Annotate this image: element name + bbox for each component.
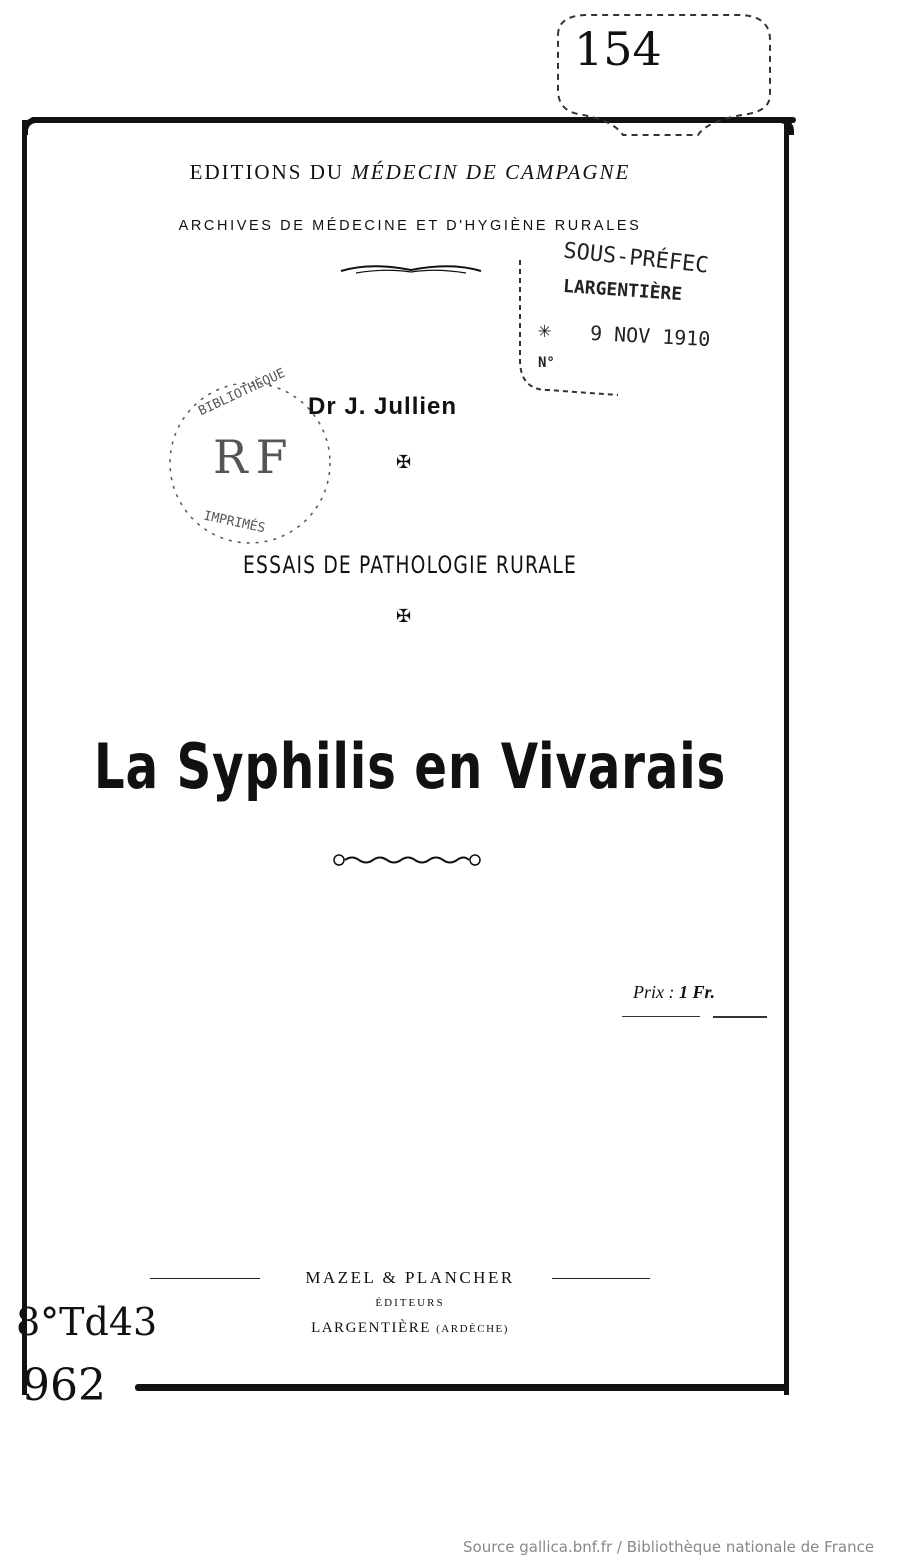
stamp-star-icon: ✳ <box>538 318 552 343</box>
stamp-line-2: LARGENTIÈRE <box>562 275 683 306</box>
imprint-region: (ARDÈCHE) <box>436 1323 509 1335</box>
series-title: ESSAIS DE PATHOLOGIE RURALE <box>243 551 577 579</box>
price-rule <box>622 1016 700 1017</box>
shelf-number: 154 <box>574 22 662 76</box>
shelfmark-line-1: 8°Td43 <box>16 1300 158 1344</box>
archives-line: ARCHIVES DE MÉDECINE ET D'HYGIÈNE RURALES <box>178 218 642 234</box>
price-value: 1 Fr. <box>678 982 716 1002</box>
source-credit: Source gallica.bnf.fr / Bibliothèque nationale de France <box>463 1538 875 1556</box>
frame-right-rule <box>784 120 789 1395</box>
sous-prefecture-stamp <box>508 240 748 405</box>
stamp-bottom-text: IMPRIMÉS <box>202 508 267 537</box>
stamp-initials: RF <box>213 430 296 484</box>
main-title: La Syphilis en Vivarais <box>93 730 727 803</box>
price <box>633 982 715 1003</box>
fleuron-icon: ✠ <box>396 606 412 626</box>
publisher-prefix: EDITIONS DU <box>189 160 345 184</box>
stamp-line-1: SOUS-PRÉFEC <box>562 238 710 279</box>
publisher-name: MÉDECIN DE CAMPAGNE <box>351 160 631 184</box>
author-name: J. Jullien <box>344 393 458 420</box>
ornament-wavy <box>332 852 482 868</box>
imprint-city: LARGENTIÈRE <box>311 1320 431 1336</box>
author <box>308 393 457 421</box>
price-label: Prix : <box>633 982 675 1002</box>
publisher-line <box>0 160 820 185</box>
imprint-role: ÉDITEURS <box>375 1297 445 1309</box>
stamp-number-label: N° <box>538 355 555 371</box>
fleuron-icon: ✠ <box>396 452 412 472</box>
imprint-publisher: MAZEL & PLANCHER <box>305 1268 515 1287</box>
stamp-top-text: BIBLIOTHÈQUE <box>196 365 288 420</box>
ornament-rule <box>336 264 486 278</box>
frame-bottom-rule <box>135 1384 787 1391</box>
price-rule <box>713 1016 767 1018</box>
author-title: Dr <box>308 393 337 420</box>
shelfmark-line-2: 962 <box>22 1360 106 1411</box>
stamp-date: 9 NOV 1910 <box>589 320 711 352</box>
frame-left-rule <box>22 120 27 1395</box>
